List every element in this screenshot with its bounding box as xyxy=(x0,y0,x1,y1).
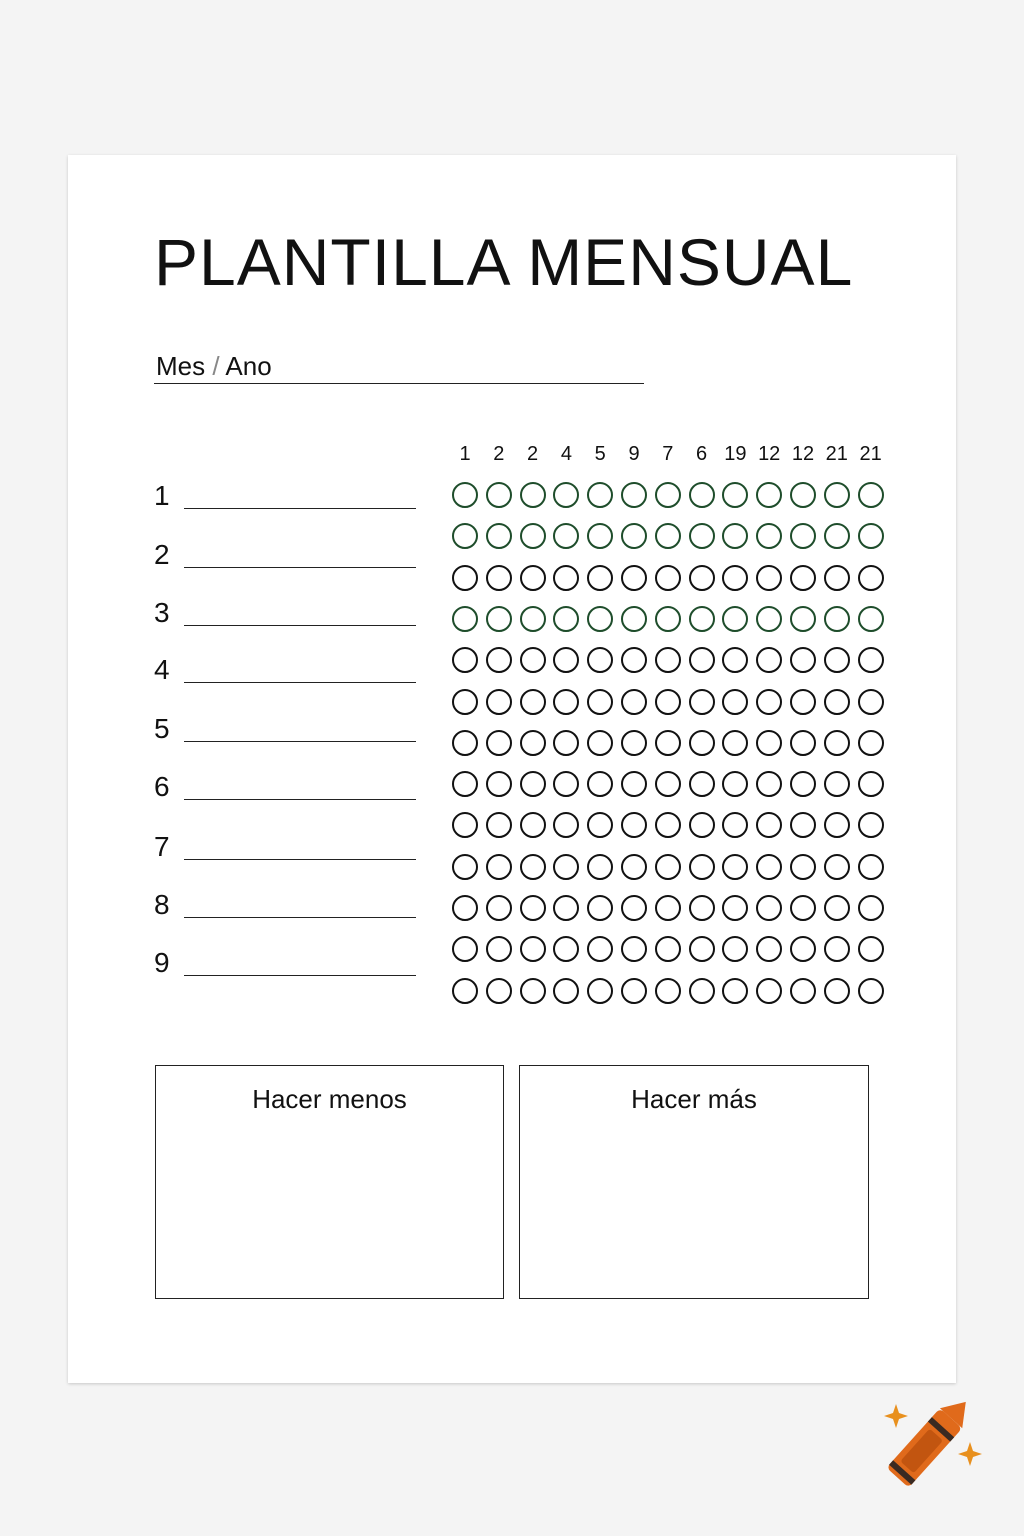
tracker-circle[interactable] xyxy=(553,523,579,549)
tracker-circle[interactable] xyxy=(553,812,579,838)
habit-row[interactable] xyxy=(154,654,416,694)
tracker-circle[interactable] xyxy=(824,812,850,838)
tracker-circle[interactable] xyxy=(486,730,512,756)
page-title: PLANTILLA MENSUAL xyxy=(154,225,854,299)
habit-line[interactable] xyxy=(184,917,416,918)
tracker-circle[interactable] xyxy=(790,565,816,591)
tracker-circle[interactable] xyxy=(722,978,748,1004)
tracker-circle[interactable] xyxy=(655,730,681,756)
do-less-box[interactable] xyxy=(155,1065,504,1299)
tracker-circle[interactable] xyxy=(486,936,512,962)
tracker-circle[interactable] xyxy=(689,812,715,838)
day-header: 21 xyxy=(859,443,882,465)
tracker-circle[interactable] xyxy=(621,606,647,632)
tracker-circle[interactable] xyxy=(790,689,816,715)
tracker-circle[interactable] xyxy=(689,482,715,508)
tracker-circle[interactable] xyxy=(689,854,715,880)
month-label: Mes xyxy=(156,351,206,381)
tracker-circle[interactable] xyxy=(486,482,512,508)
tracker-circle[interactable] xyxy=(689,978,715,1004)
tracker-circle[interactable] xyxy=(756,523,782,549)
tracker-circle[interactable] xyxy=(520,854,546,880)
habit-row[interactable] xyxy=(154,713,416,753)
tracker-circle[interactable] xyxy=(689,523,715,549)
tracker-circle[interactable] xyxy=(722,565,748,591)
tracker-circle[interactable] xyxy=(520,482,546,508)
tracker-circle[interactable] xyxy=(587,523,613,549)
tracker-circle[interactable] xyxy=(553,482,579,508)
habit-number: 1 xyxy=(154,480,170,511)
tracker-circle[interactable] xyxy=(621,771,647,797)
tracker-circle[interactable] xyxy=(520,771,546,797)
tracker-circle[interactable] xyxy=(790,730,816,756)
tracker-circle[interactable] xyxy=(858,895,884,921)
habit-number: 3 xyxy=(154,597,170,628)
tracker-circle[interactable] xyxy=(587,647,613,673)
tracker-circle[interactable] xyxy=(452,606,478,632)
tracker-circle[interactable] xyxy=(858,812,884,838)
tracker-circle[interactable] xyxy=(486,689,512,715)
tracker-circle[interactable] xyxy=(587,978,613,1004)
tracker-circle[interactable] xyxy=(452,523,478,549)
do-less-label: Hacer menos xyxy=(252,1084,407,1114)
tracker-circle[interactable] xyxy=(486,854,512,880)
tracker-circle[interactable] xyxy=(486,565,512,591)
tracker-circle[interactable] xyxy=(858,936,884,962)
tracker-circle[interactable] xyxy=(722,606,748,632)
tracker-circle[interactable] xyxy=(452,565,478,591)
tracker-circle[interactable] xyxy=(621,895,647,921)
tracker-circle[interactable] xyxy=(756,647,782,673)
tracker-circle[interactable] xyxy=(621,482,647,508)
tracker-circle[interactable] xyxy=(689,771,715,797)
tracker-circle[interactable] xyxy=(655,812,681,838)
habit-line[interactable] xyxy=(184,682,416,683)
habit-row[interactable] xyxy=(154,889,416,929)
day-header: 21 xyxy=(825,443,848,465)
tracker-circle[interactable] xyxy=(452,812,478,838)
tracker-circle[interactable] xyxy=(824,565,850,591)
habit-number: 2 xyxy=(154,539,170,570)
tracker-circle[interactable] xyxy=(655,936,681,962)
tracker-circle[interactable] xyxy=(486,895,512,921)
habit-row[interactable] xyxy=(154,947,416,987)
tracker-circle[interactable] xyxy=(689,936,715,962)
tracker-circle[interactable] xyxy=(587,936,613,962)
tracker-circle[interactable] xyxy=(858,978,884,1004)
day-header-row xyxy=(448,443,888,471)
day-header: 4 xyxy=(560,443,572,465)
tracker-circle[interactable] xyxy=(790,771,816,797)
tracker-circle[interactable] xyxy=(722,854,748,880)
tracker-circle[interactable] xyxy=(520,730,546,756)
tracker-circle[interactable] xyxy=(689,895,715,921)
tracker-circle[interactable] xyxy=(756,936,782,962)
tracker-circle[interactable] xyxy=(824,978,850,1004)
tracker-circle[interactable] xyxy=(655,689,681,715)
tracker-circle[interactable] xyxy=(621,647,647,673)
tracker-circle[interactable] xyxy=(722,689,748,715)
tracker-circle[interactable] xyxy=(756,978,782,1004)
tracker-circle[interactable] xyxy=(790,936,816,962)
tracker-circle[interactable] xyxy=(553,854,579,880)
day-header: 6 xyxy=(696,443,708,465)
tracker-circle[interactable] xyxy=(587,771,613,797)
tracker-circle[interactable] xyxy=(689,565,715,591)
habit-row[interactable] xyxy=(154,480,416,520)
tracker-circle[interactable] xyxy=(452,730,478,756)
habit-line[interactable] xyxy=(184,799,416,800)
tracker-circle[interactable] xyxy=(722,812,748,838)
tracker-circle[interactable] xyxy=(756,730,782,756)
habit-line[interactable] xyxy=(184,508,416,509)
tracker-circle[interactable] xyxy=(790,854,816,880)
tracker-circle[interactable] xyxy=(722,523,748,549)
tracker-circle[interactable] xyxy=(824,771,850,797)
month-year-separator: / xyxy=(212,351,220,381)
tracker-circle[interactable] xyxy=(621,565,647,591)
tracker-circle[interactable] xyxy=(621,936,647,962)
tracker-circle[interactable] xyxy=(452,854,478,880)
tracker-circle[interactable] xyxy=(824,689,850,715)
tracker-circle[interactable] xyxy=(858,730,884,756)
tracker-circle[interactable] xyxy=(756,854,782,880)
tracker-circle[interactable] xyxy=(553,647,579,673)
tracker-circle[interactable] xyxy=(790,647,816,673)
tracker-circle[interactable] xyxy=(655,854,681,880)
tracker-circle[interactable] xyxy=(520,606,546,632)
tracker-circle[interactable] xyxy=(621,854,647,880)
year-label: Ano xyxy=(225,351,272,381)
tracker-circle[interactable] xyxy=(587,565,613,591)
day-header: 19 xyxy=(724,443,747,465)
habit-line[interactable] xyxy=(184,859,416,860)
tracker-circle[interactable] xyxy=(756,482,782,508)
planner-sheet xyxy=(68,155,956,1383)
tracker-circle[interactable] xyxy=(553,936,579,962)
tracker-circle[interactable] xyxy=(756,565,782,591)
tracker-circle[interactable] xyxy=(858,606,884,632)
tracker-circle[interactable] xyxy=(621,730,647,756)
tracker-circle[interactable] xyxy=(520,978,546,1004)
tracker-circle[interactable] xyxy=(655,771,681,797)
tracker-circle[interactable] xyxy=(858,647,884,673)
tracker-circle[interactable] xyxy=(655,647,681,673)
tracker-circle[interactable] xyxy=(824,523,850,549)
tracker-circle[interactable] xyxy=(790,978,816,1004)
tracker-circle[interactable] xyxy=(553,895,579,921)
tracker-circle[interactable] xyxy=(486,523,512,549)
tracker-circle[interactable] xyxy=(790,523,816,549)
tracker-circle[interactable] xyxy=(587,606,613,632)
tracker-circle[interactable] xyxy=(824,482,850,508)
tracker-circle[interactable] xyxy=(824,854,850,880)
day-header: 12 xyxy=(791,443,815,465)
habit-number: 4 xyxy=(154,654,170,685)
tracker-circle[interactable] xyxy=(486,812,512,838)
do-more-label: Hacer más xyxy=(631,1084,757,1114)
tracker-circle[interactable] xyxy=(722,771,748,797)
tracker-circle[interactable] xyxy=(655,978,681,1004)
tracker-circle[interactable] xyxy=(452,482,478,508)
tracker-circle[interactable] xyxy=(655,606,681,632)
tracker-circle[interactable] xyxy=(452,936,478,962)
tracker-circle[interactable] xyxy=(824,730,850,756)
tracker-circle[interactable] xyxy=(486,647,512,673)
tracker-circle[interactable] xyxy=(520,895,546,921)
tracker-circle[interactable] xyxy=(655,482,681,508)
habit-row[interactable] xyxy=(154,539,416,579)
tracker-circle[interactable] xyxy=(520,936,546,962)
tracker-circle[interactable] xyxy=(452,647,478,673)
tracker-circle[interactable] xyxy=(621,689,647,715)
tracker-circle[interactable] xyxy=(790,606,816,632)
tracker-circle[interactable] xyxy=(756,812,782,838)
tracker-circle[interactable] xyxy=(858,565,884,591)
tracker-circle[interactable] xyxy=(621,523,647,549)
habit-number: 8 xyxy=(154,889,170,920)
tracker-circle[interactable] xyxy=(520,523,546,549)
tracker-circle[interactable] xyxy=(587,812,613,838)
tracker-circle[interactable] xyxy=(858,689,884,715)
tracker-circle[interactable] xyxy=(722,482,748,508)
tracker-circle[interactable] xyxy=(756,895,782,921)
tracker-circle[interactable] xyxy=(824,895,850,921)
month-year-label xyxy=(156,351,272,382)
habit-line[interactable] xyxy=(184,975,416,976)
tracker-circle[interactable] xyxy=(553,978,579,1004)
tracker-circle[interactable] xyxy=(722,936,748,962)
habit-number: 5 xyxy=(154,713,170,744)
tracker-circle[interactable] xyxy=(858,771,884,797)
tracker-circle[interactable] xyxy=(520,647,546,673)
tracker-circle[interactable] xyxy=(587,854,613,880)
tracker-circle[interactable] xyxy=(553,689,579,715)
habit-line[interactable] xyxy=(184,741,416,742)
tracker-circle[interactable] xyxy=(655,895,681,921)
habit-line[interactable] xyxy=(184,625,416,626)
tracker-circle[interactable] xyxy=(655,523,681,549)
day-header: 2 xyxy=(527,443,539,465)
tracker-circle[interactable] xyxy=(486,978,512,1004)
day-header: 9 xyxy=(628,443,640,465)
tracker-circle[interactable] xyxy=(553,565,579,591)
tracker-circle[interactable] xyxy=(621,978,647,1004)
tracker-circle[interactable] xyxy=(824,647,850,673)
tracker-circle[interactable] xyxy=(790,482,816,508)
tracker-circle[interactable] xyxy=(689,606,715,632)
tracker-circle[interactable] xyxy=(689,730,715,756)
tracker-circle[interactable] xyxy=(452,978,478,1004)
tracker-circle[interactable] xyxy=(587,730,613,756)
tracker-circle[interactable] xyxy=(621,812,647,838)
day-header: 12 xyxy=(758,443,781,465)
tracker-circle[interactable] xyxy=(790,812,816,838)
day-header: 5 xyxy=(594,443,606,465)
tracker-circle[interactable] xyxy=(858,482,884,508)
habit-row[interactable] xyxy=(154,831,416,871)
habit-line[interactable] xyxy=(184,567,416,568)
day-header: 1 xyxy=(459,443,471,465)
tracker-circle[interactable] xyxy=(858,523,884,549)
tracker-circle[interactable] xyxy=(452,771,478,797)
tracker-circle[interactable] xyxy=(486,606,512,632)
tracker-circle[interactable] xyxy=(689,689,715,715)
tracker-circle[interactable] xyxy=(520,565,546,591)
tracker-circle[interactable] xyxy=(553,730,579,756)
tracker-circle[interactable] xyxy=(452,895,478,921)
tracker-circle[interactable] xyxy=(790,895,816,921)
tracker-circle[interactable] xyxy=(858,854,884,880)
tracker-circle[interactable] xyxy=(520,689,546,715)
day-header: 2 xyxy=(493,443,505,465)
habit-number: 6 xyxy=(154,771,170,802)
habit-row[interactable] xyxy=(154,597,416,637)
tracker-circle[interactable] xyxy=(452,689,478,715)
crayon-icon xyxy=(862,1380,992,1510)
tracker-circle[interactable] xyxy=(689,647,715,673)
tracker-circle[interactable] xyxy=(756,606,782,632)
tracker-circle[interactable] xyxy=(824,606,850,632)
tracker-circle[interactable] xyxy=(722,895,748,921)
tracker-circle[interactable] xyxy=(553,771,579,797)
month-year-field[interactable] xyxy=(154,351,644,384)
tracker-circle[interactable] xyxy=(587,895,613,921)
tracker-circle[interactable] xyxy=(756,689,782,715)
habit-row[interactable] xyxy=(154,771,416,811)
tracker-circle[interactable] xyxy=(756,771,782,797)
tracker-circle[interactable] xyxy=(655,565,681,591)
habit-number: 9 xyxy=(154,947,170,978)
tracker-circle[interactable] xyxy=(722,647,748,673)
tracker-circle[interactable] xyxy=(587,482,613,508)
day-header: 7 xyxy=(662,443,674,465)
tracker-circle[interactable] xyxy=(722,730,748,756)
tracker-circle[interactable] xyxy=(553,606,579,632)
habit-number: 7 xyxy=(154,831,170,862)
tracker-circle[interactable] xyxy=(824,936,850,962)
do-more-box[interactable] xyxy=(519,1065,869,1299)
tracker-circle[interactable] xyxy=(486,771,512,797)
tracker-circle[interactable] xyxy=(587,689,613,715)
tracker-circle[interactable] xyxy=(520,812,546,838)
